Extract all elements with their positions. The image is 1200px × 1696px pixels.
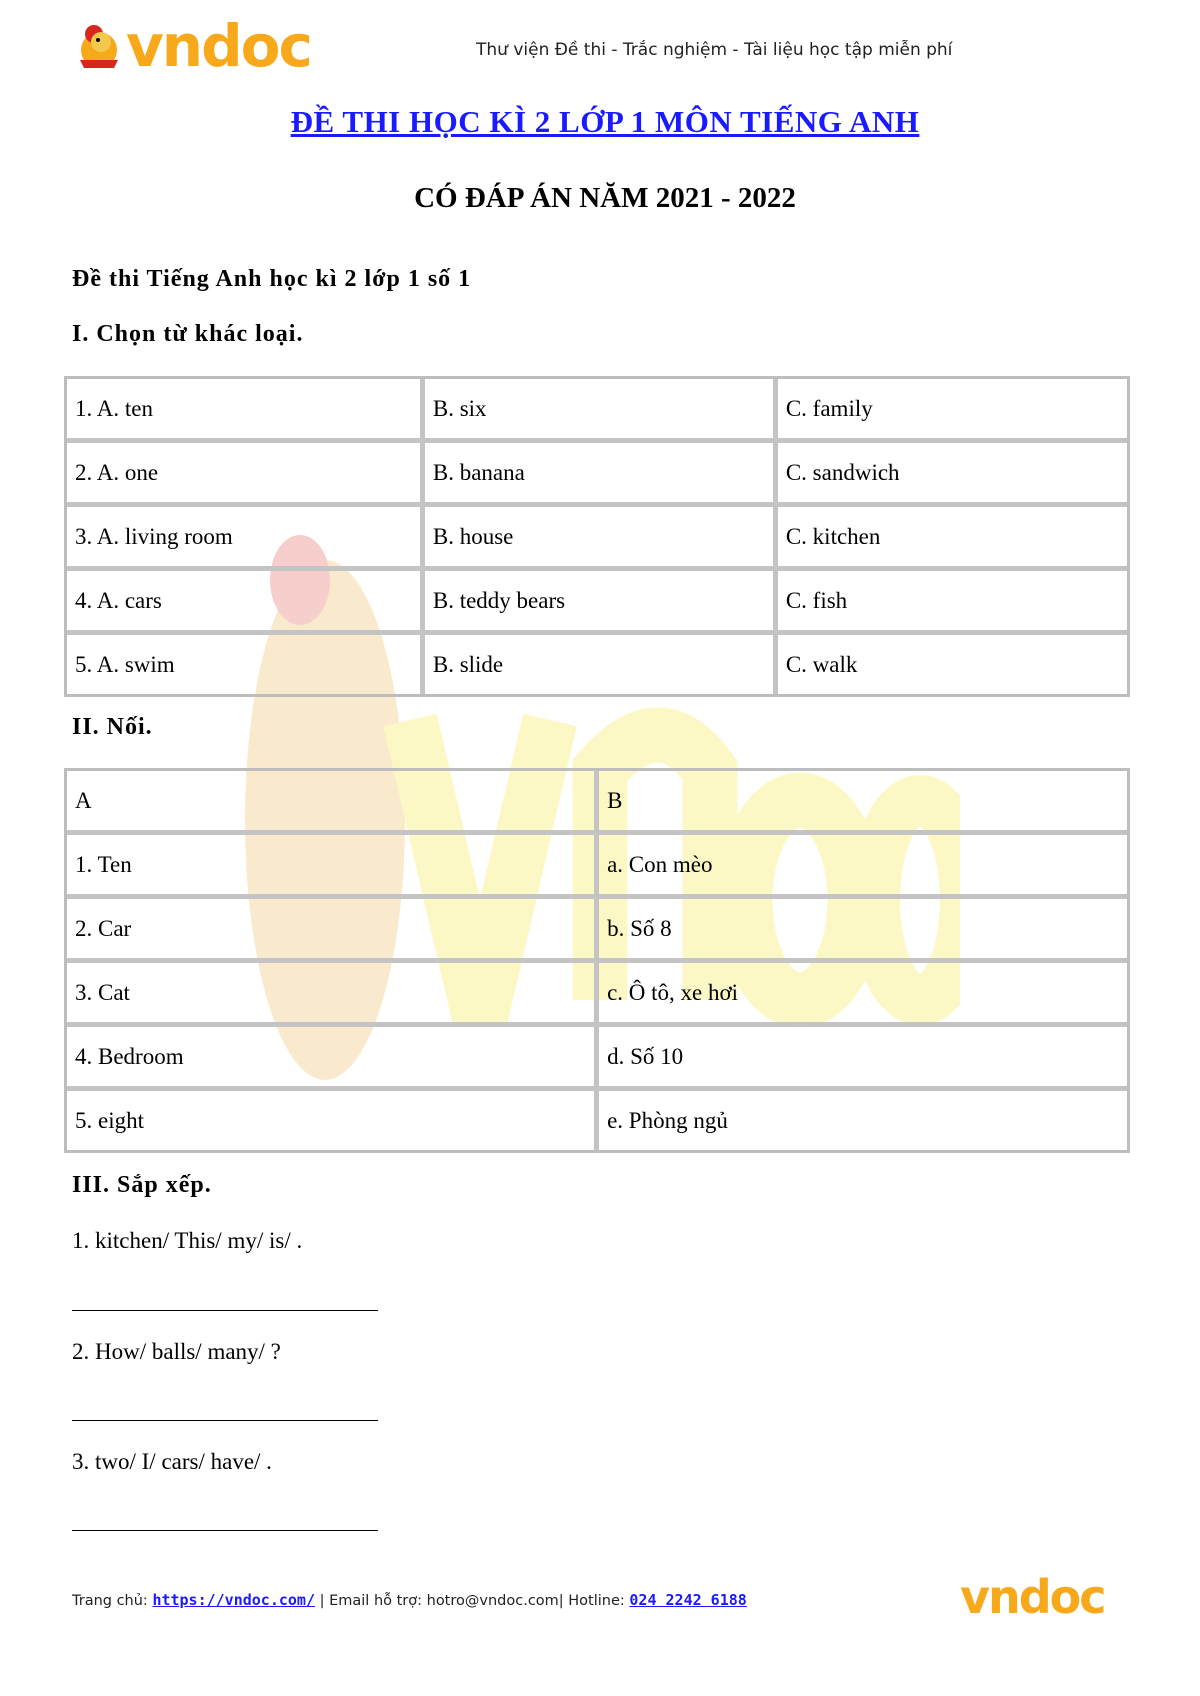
document-subtitle: CÓ ĐÁP ÁN NĂM 2021 - 2022 <box>414 182 796 214</box>
table-cell: B. teddy bears <box>420 571 773 635</box>
table-cell: 5. A. swim <box>75 651 175 677</box>
table-cell: A <box>67 771 594 835</box>
footer-home-link[interactable]: https://vndoc.com/ <box>152 1591 315 1609</box>
exam-heading: Đề thi Tiếng Anh học kì 2 lớp 1 số 1 <box>72 266 472 292</box>
table-cell: 2. Car <box>67 899 594 963</box>
header-tagline: Thư viện Đề thi - Trắc nghiệm - Tài liệu học tập miễn phí <box>476 40 953 60</box>
footer-logo[interactable]: vndoc <box>960 1570 1105 1624</box>
table-cell: 3. Cat <box>67 963 594 1027</box>
answer-line-3 <box>72 1530 378 1531</box>
table-cell: e. Phòng ngủ <box>594 1091 1127 1150</box>
table-cell: 4. Bedroom <box>67 1027 594 1091</box>
table-cell: 1. Ten <box>67 835 594 899</box>
section2-table <box>64 768 1130 1153</box>
table-cell: d. Số 10 <box>594 1027 1127 1091</box>
table-row <box>67 443 1127 507</box>
table-row <box>67 1027 1127 1091</box>
table-cell: C. kitchen <box>773 507 1127 571</box>
vndoc-logo[interactable] <box>74 12 311 80</box>
table-cell: b. Số 8 <box>594 899 1127 963</box>
section2-heading: II. Nối. <box>72 714 153 740</box>
table-cell: 1. A. ten <box>67 379 420 443</box>
table-row <box>67 835 1127 899</box>
section1-table <box>64 376 1130 697</box>
table-row <box>67 771 1127 835</box>
footer-hotline-link[interactable]: 024 2242 6188 <box>629 1591 747 1609</box>
table-row <box>67 507 1127 571</box>
table-row <box>67 379 1127 443</box>
table-cell: C. fish <box>773 571 1127 635</box>
arrange-item-2: 2. How/ balls/ many/ ? <box>72 1339 281 1364</box>
footer-home-label: Trang chủ: <box>72 1593 153 1609</box>
table-cell: B. six <box>420 379 773 443</box>
table-cell: B <box>594 771 1127 835</box>
table-cell: c. Ô tô, xe hơi <box>594 963 1127 1027</box>
section1-heading: I. Chọn từ khác loại. <box>72 321 304 347</box>
table-cell: 2. A. one <box>67 443 420 507</box>
document-title-link[interactable]: ĐỀ THI HỌC KÌ 2 LỚP 1 MÔN TIẾNG ANH <box>290 104 920 139</box>
table-cell: B. house <box>420 507 773 571</box>
arrange-item-3: 3. two/ I/ cars/ have/ . <box>72 1449 272 1474</box>
logo-text: vndoc <box>126 12 311 80</box>
arrange-item-1: 1. kitchen/ This/ my/ is/ . <box>72 1228 303 1253</box>
table-cell: B. banana <box>420 443 773 507</box>
table-row <box>67 899 1127 963</box>
table-row <box>67 635 1127 694</box>
table-row <box>67 571 1127 635</box>
answer-line-2 <box>72 1420 378 1421</box>
table-cell: C. sandwich <box>773 443 1127 507</box>
table-cell: C. family <box>773 379 1127 443</box>
table-cell: 4. A. cars <box>67 571 420 635</box>
table-cell: a. Con mèo <box>594 835 1127 899</box>
mascot-icon <box>74 20 124 72</box>
footer <box>72 1591 747 1609</box>
table-cell: 3. A. living room <box>67 507 420 571</box>
table-cell: B. slide <box>420 635 773 694</box>
footer-email: | Email hỗ trợ: hotro@vndoc.com| Hotline: <box>315 1593 630 1609</box>
table-cell: 5. eight <box>75 1107 144 1133</box>
section3-heading: III. Sắp xếp. <box>72 1172 212 1198</box>
table-row <box>67 1091 1127 1150</box>
answer-line-1 <box>72 1310 378 1311</box>
table-row <box>67 963 1127 1027</box>
table-cell: C. walk <box>773 635 1127 694</box>
